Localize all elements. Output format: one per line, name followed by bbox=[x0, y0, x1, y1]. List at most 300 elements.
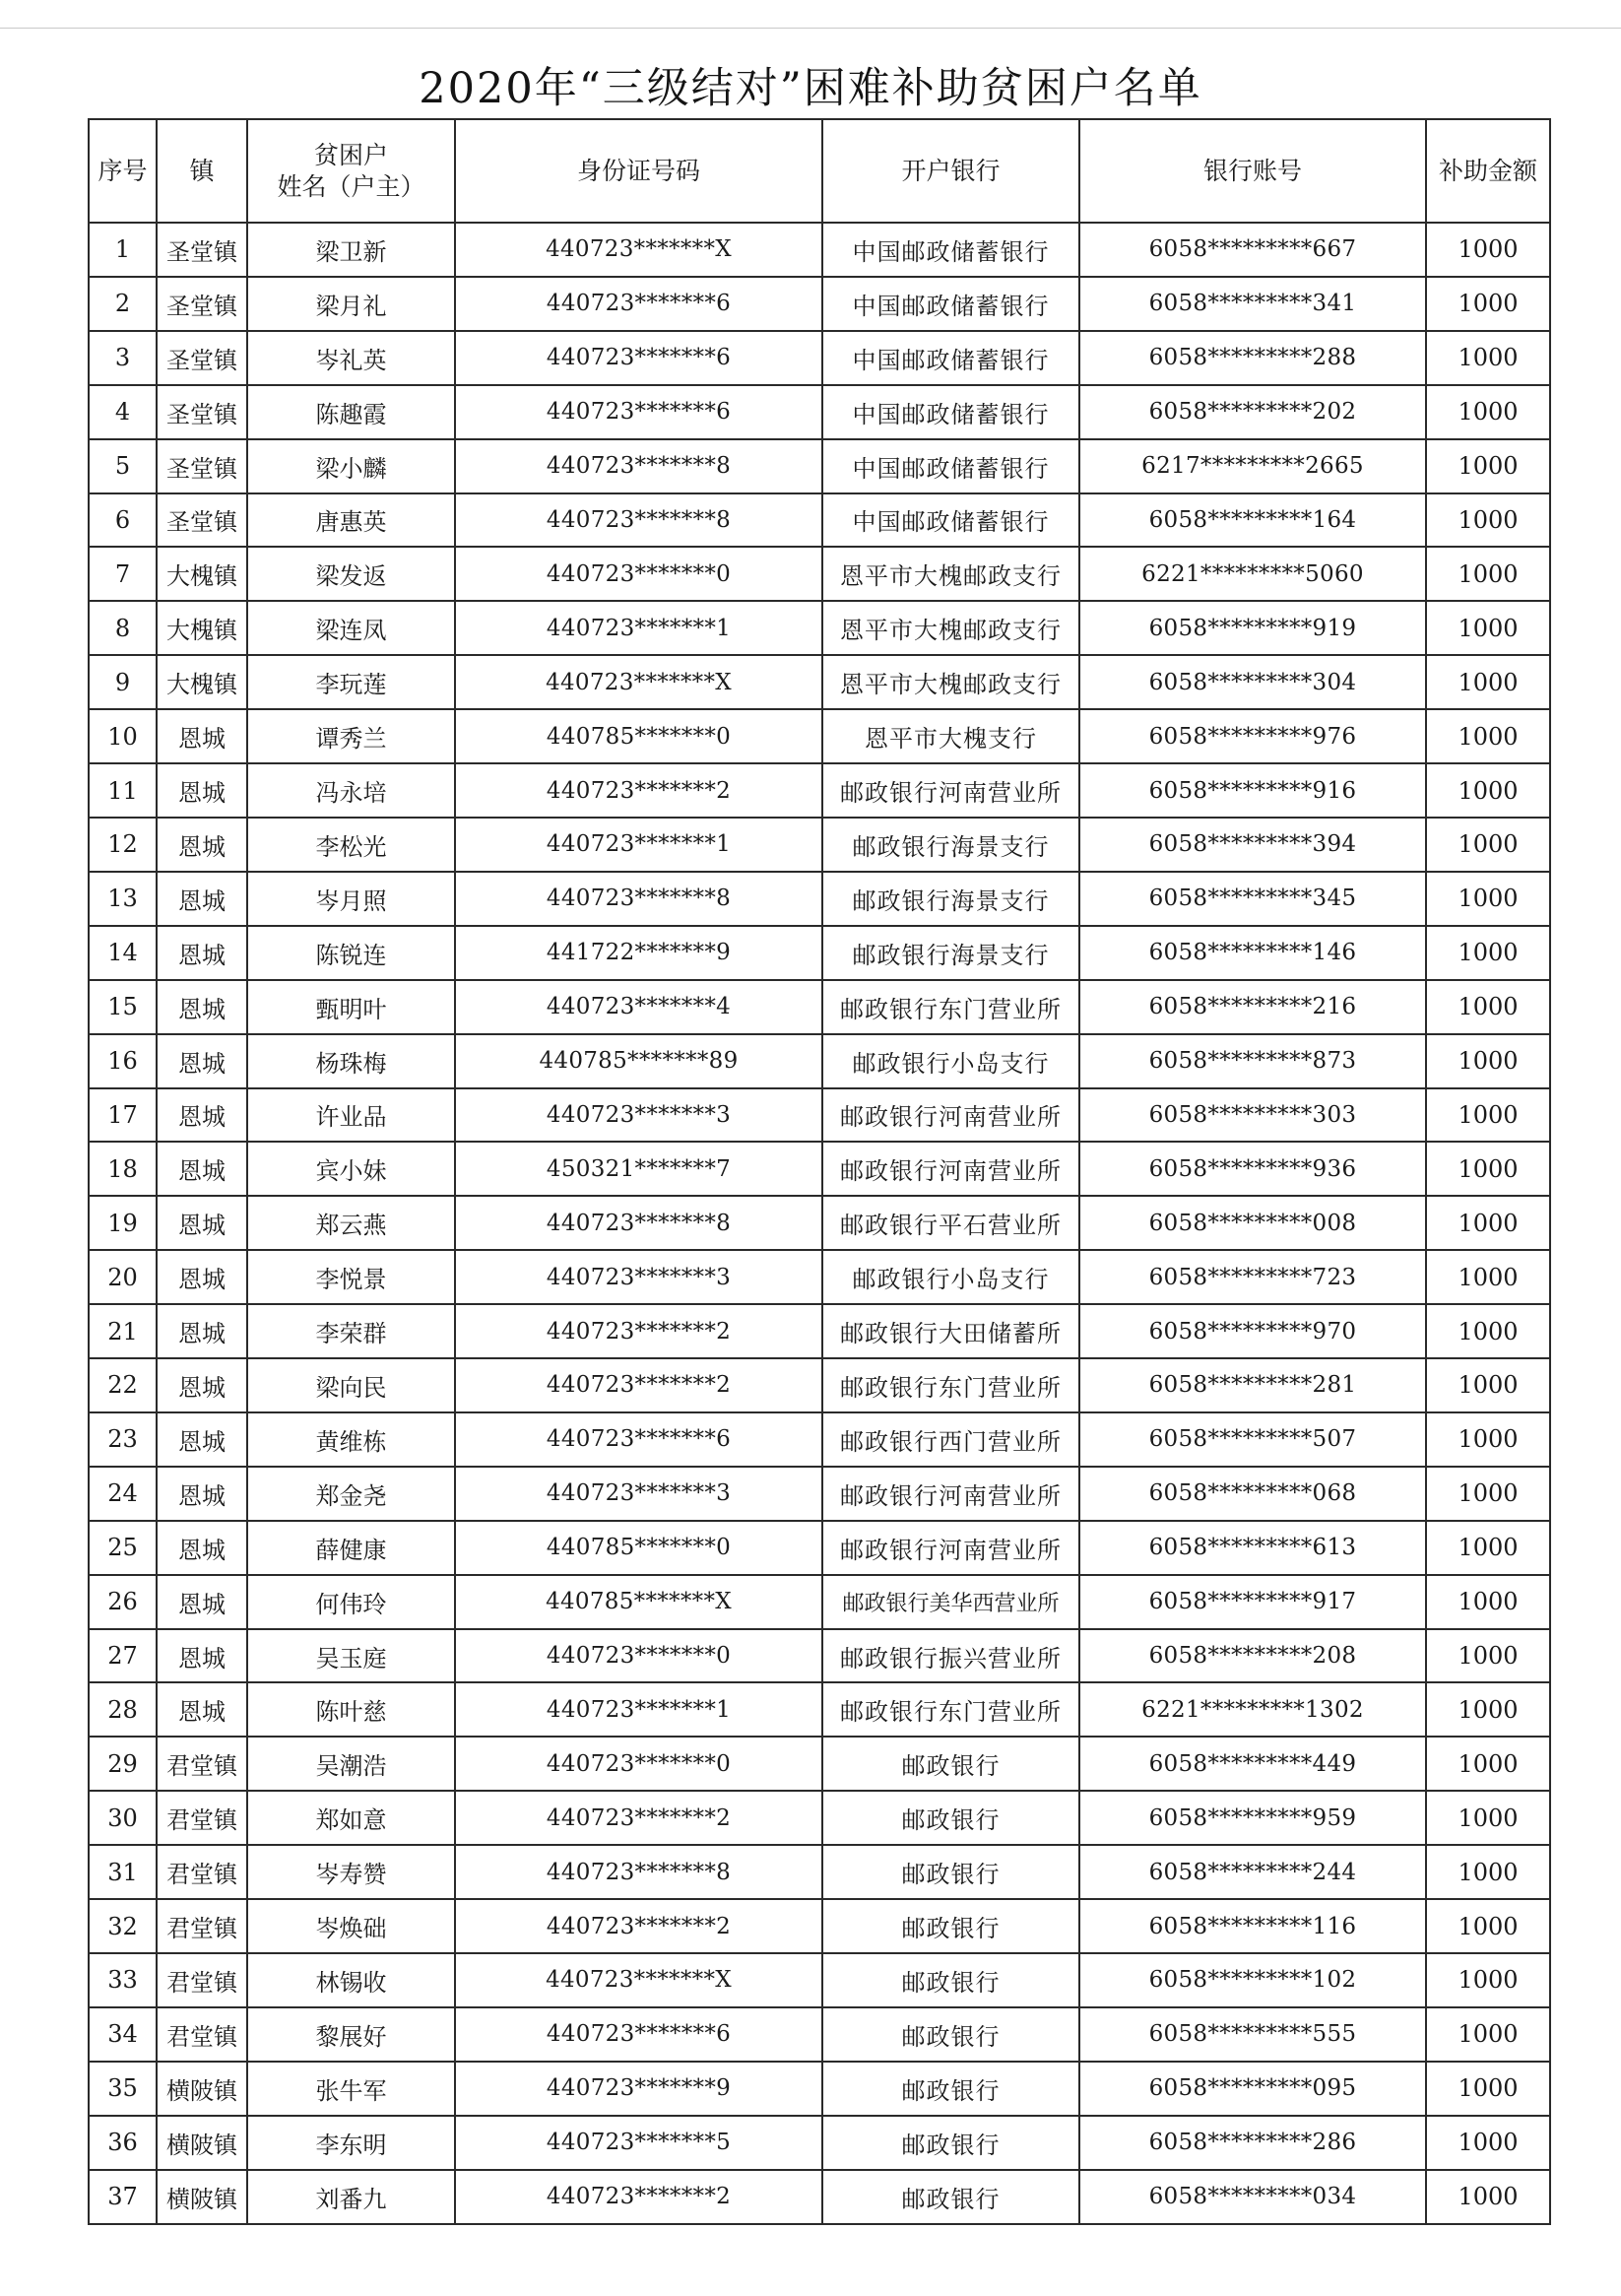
cell-name: 郑云燕 bbox=[247, 1196, 455, 1250]
cell-id-number: 440785*******0 bbox=[455, 709, 822, 763]
cell-bank: 邮政银行东门营业所 bbox=[822, 1358, 1079, 1412]
cell-bank: 邮政银行西门营业所 bbox=[822, 1412, 1079, 1467]
cell-name: 陈锐连 bbox=[247, 926, 455, 980]
cell-amount: 1000 bbox=[1426, 872, 1550, 926]
cell-town: 横陂镇 bbox=[157, 2116, 247, 2170]
cell-bank: 恩平市大槐支行 bbox=[822, 709, 1079, 763]
cell-account: 6058*********667 bbox=[1079, 223, 1426, 277]
cell-bank: 中国邮政储蓄银行 bbox=[822, 223, 1079, 277]
cell-account: 6058*********970 bbox=[1079, 1304, 1426, 1358]
cell-bank: 邮政银行河南营业所 bbox=[822, 1467, 1079, 1521]
table-row bbox=[89, 1358, 1550, 1412]
cell-town: 恩城 bbox=[157, 872, 247, 926]
cell-id-number: 440785*******89 bbox=[455, 1034, 822, 1088]
cell-id-number: 440785*******0 bbox=[455, 1521, 822, 1575]
cell-account: 6058*********936 bbox=[1079, 1142, 1426, 1196]
cell-amount: 1000 bbox=[1426, 1629, 1550, 1683]
header-town: 镇 bbox=[157, 119, 247, 223]
cell-name: 郑金尧 bbox=[247, 1467, 455, 1521]
cell-seq: 2 bbox=[89, 277, 157, 331]
cell-seq: 20 bbox=[89, 1250, 157, 1304]
cell-id-number: 440723*******8 bbox=[455, 493, 822, 548]
cell-bank: 邮政银行河南营业所 bbox=[822, 1088, 1079, 1143]
cell-amount: 1000 bbox=[1426, 1088, 1550, 1143]
cell-seq: 4 bbox=[89, 385, 157, 439]
cell-id-number: 440723*******3 bbox=[455, 1088, 822, 1143]
table-row bbox=[89, 547, 1550, 601]
cell-account: 6058*********202 bbox=[1079, 385, 1426, 439]
cell-town: 恩城 bbox=[157, 1250, 247, 1304]
cell-id-number: 440723*******2 bbox=[455, 1791, 822, 1845]
cell-bank: 邮政银行东门营业所 bbox=[822, 980, 1079, 1034]
cell-amount: 1000 bbox=[1426, 980, 1550, 1034]
cell-name: 冯永培 bbox=[247, 763, 455, 818]
cell-bank: 邮政银行河南营业所 bbox=[822, 1142, 1079, 1196]
cell-account: 6058*********507 bbox=[1079, 1412, 1426, 1467]
cell-account: 6217*********2665 bbox=[1079, 439, 1426, 493]
cell-id-number: 440723*******0 bbox=[455, 547, 822, 601]
cell-name: 唐惠英 bbox=[247, 493, 455, 548]
cell-name: 李荣群 bbox=[247, 1304, 455, 1358]
cell-bank: 中国邮政储蓄银行 bbox=[822, 331, 1079, 385]
cell-name: 梁小麟 bbox=[247, 439, 455, 493]
cell-id-number: 440723*******1 bbox=[455, 1682, 822, 1737]
table-row bbox=[89, 1467, 1550, 1521]
cell-account: 6058*********281 bbox=[1079, 1358, 1426, 1412]
table-row bbox=[89, 1682, 1550, 1737]
cell-town: 大槐镇 bbox=[157, 655, 247, 709]
cell-bank: 中国邮政储蓄银行 bbox=[822, 385, 1079, 439]
cell-name: 甄明叶 bbox=[247, 980, 455, 1034]
cell-bank: 邮政银行振兴营业所 bbox=[822, 1629, 1079, 1683]
cell-amount: 1000 bbox=[1426, 439, 1550, 493]
cell-account: 6058*********008 bbox=[1079, 1196, 1426, 1250]
cell-amount: 1000 bbox=[1426, 1304, 1550, 1358]
cell-amount: 1000 bbox=[1426, 385, 1550, 439]
table-row bbox=[89, 980, 1550, 1034]
cell-amount: 1000 bbox=[1426, 2170, 1550, 2224]
cell-name: 李玩莲 bbox=[247, 655, 455, 709]
cell-bank: 邮政银行 bbox=[822, 2062, 1079, 2116]
table-row bbox=[89, 1575, 1550, 1629]
cell-amount: 1000 bbox=[1426, 1521, 1550, 1575]
cell-town: 圣堂镇 bbox=[157, 439, 247, 493]
table-row bbox=[89, 1791, 1550, 1845]
cell-amount: 1000 bbox=[1426, 655, 1550, 709]
cell-account: 6058*********146 bbox=[1079, 926, 1426, 980]
cell-bank: 邮政银行小岛支行 bbox=[822, 1250, 1079, 1304]
cell-name: 郑如意 bbox=[247, 1791, 455, 1845]
cell-bank: 中国邮政储蓄银行 bbox=[822, 277, 1079, 331]
table-row bbox=[89, 1034, 1550, 1088]
cell-account: 6221*********1302 bbox=[1079, 1682, 1426, 1737]
cell-id-number: 440723*******5 bbox=[455, 2116, 822, 2170]
cell-account: 6058*********613 bbox=[1079, 1521, 1426, 1575]
cell-id-number: 440723*******1 bbox=[455, 601, 822, 655]
cell-town: 恩城 bbox=[157, 1521, 247, 1575]
cell-town: 圣堂镇 bbox=[157, 223, 247, 277]
table-row bbox=[89, 1737, 1550, 1791]
cell-account: 6058*********034 bbox=[1079, 2170, 1426, 2224]
cell-amount: 1000 bbox=[1426, 331, 1550, 385]
cell-account: 6058*********288 bbox=[1079, 331, 1426, 385]
cell-town: 君堂镇 bbox=[157, 1791, 247, 1845]
cell-amount: 1000 bbox=[1426, 763, 1550, 818]
table-row bbox=[89, 1629, 1550, 1683]
table-row bbox=[89, 1250, 1550, 1304]
table-row bbox=[89, 1953, 1550, 2007]
cell-seq: 6 bbox=[89, 493, 157, 548]
table-row bbox=[89, 2170, 1550, 2224]
table-row bbox=[89, 763, 1550, 818]
cell-id-number: 440723*******X bbox=[455, 1953, 822, 2007]
cell-amount: 1000 bbox=[1426, 1575, 1550, 1629]
cell-name: 梁向民 bbox=[247, 1358, 455, 1412]
cell-bank: 邮政银行海景支行 bbox=[822, 818, 1079, 872]
cell-bank: 邮政银行 bbox=[822, 2116, 1079, 2170]
cell-name: 谭秀兰 bbox=[247, 709, 455, 763]
cell-name: 何伟玲 bbox=[247, 1575, 455, 1629]
cell-town: 君堂镇 bbox=[157, 1899, 247, 1953]
page-title: 2020年“三级结对”困难补助贫困户名单 bbox=[419, 64, 1202, 113]
cell-name: 李东明 bbox=[247, 2116, 455, 2170]
table-row bbox=[89, 223, 1550, 277]
cell-id-number: 440723*******2 bbox=[455, 2170, 822, 2224]
cell-amount: 1000 bbox=[1426, 1682, 1550, 1737]
cell-town: 恩城 bbox=[157, 980, 247, 1034]
cell-amount: 1000 bbox=[1426, 818, 1550, 872]
cell-name: 岑寿赞 bbox=[247, 1845, 455, 1899]
cell-amount: 1000 bbox=[1426, 1358, 1550, 1412]
cell-town: 君堂镇 bbox=[157, 1845, 247, 1899]
table-row bbox=[89, 385, 1550, 439]
table-row bbox=[89, 277, 1550, 331]
cell-name: 岑焕础 bbox=[247, 1899, 455, 1953]
cell-seq: 37 bbox=[89, 2170, 157, 2224]
cell-amount: 1000 bbox=[1426, 1250, 1550, 1304]
cell-town: 恩城 bbox=[157, 818, 247, 872]
table-row bbox=[89, 1142, 1550, 1196]
cell-town: 恩城 bbox=[157, 1358, 247, 1412]
cell-account: 6058*********394 bbox=[1079, 818, 1426, 872]
header-account: 银行账号 bbox=[1079, 119, 1426, 223]
cell-id-number: 440723*******X bbox=[455, 223, 822, 277]
cell-seq: 34 bbox=[89, 2007, 157, 2062]
cell-id-number: 440723*******2 bbox=[455, 1899, 822, 1953]
cell-seq: 11 bbox=[89, 763, 157, 818]
cell-bank: 恩平市大槐邮政支行 bbox=[822, 655, 1079, 709]
cell-seq: 5 bbox=[89, 439, 157, 493]
cell-account: 6058*********304 bbox=[1079, 655, 1426, 709]
cell-name: 岑礼英 bbox=[247, 331, 455, 385]
cell-account: 6058*********216 bbox=[1079, 980, 1426, 1034]
header-bank: 开户银行 bbox=[822, 119, 1079, 223]
cell-seq: 1 bbox=[89, 223, 157, 277]
cell-account: 6058*********286 bbox=[1079, 2116, 1426, 2170]
cell-account: 6058*********917 bbox=[1079, 1575, 1426, 1629]
cell-account: 6058*********244 bbox=[1079, 1845, 1426, 1899]
cell-town: 恩城 bbox=[157, 1196, 247, 1250]
cell-name: 梁月礼 bbox=[247, 277, 455, 331]
cell-seq: 24 bbox=[89, 1467, 157, 1521]
cell-town: 恩城 bbox=[157, 1034, 247, 1088]
cell-amount: 1000 bbox=[1426, 493, 1550, 548]
cell-bank: 邮政银行东门营业所 bbox=[822, 1682, 1079, 1737]
cell-id-number: 440723*******9 bbox=[455, 2062, 822, 2116]
cell-bank: 恩平市大槐邮政支行 bbox=[822, 547, 1079, 601]
cell-bank: 邮政银行 bbox=[822, 1791, 1079, 1845]
cell-bank: 中国邮政储蓄银行 bbox=[822, 493, 1079, 548]
cell-town: 恩城 bbox=[157, 1412, 247, 1467]
header-amount: 补助金额 bbox=[1426, 119, 1550, 223]
cell-town: 圣堂镇 bbox=[157, 493, 247, 548]
cell-bank: 邮政银行 bbox=[822, 1953, 1079, 2007]
cell-amount: 1000 bbox=[1426, 1737, 1550, 1791]
cell-amount: 1000 bbox=[1426, 223, 1550, 277]
header-id-number: 身份证号码 bbox=[455, 119, 822, 223]
cell-bank: 中国邮政储蓄银行 bbox=[822, 439, 1079, 493]
cell-id-number: 440723*******2 bbox=[455, 1358, 822, 1412]
cell-id-number: 440723*******6 bbox=[455, 277, 822, 331]
table-row bbox=[89, 926, 1550, 980]
cell-account: 6058*********208 bbox=[1079, 1629, 1426, 1683]
cell-seq: 27 bbox=[89, 1629, 157, 1683]
cell-seq: 16 bbox=[89, 1034, 157, 1088]
table-row bbox=[89, 493, 1550, 548]
cell-account: 6058*********873 bbox=[1079, 1034, 1426, 1088]
table-row bbox=[89, 439, 1550, 493]
cell-account: 6058*********345 bbox=[1079, 872, 1426, 926]
cell-town: 圣堂镇 bbox=[157, 331, 247, 385]
cell-bank: 邮政银行河南营业所 bbox=[822, 763, 1079, 818]
table-row bbox=[89, 1412, 1550, 1467]
cell-town: 恩城 bbox=[157, 1304, 247, 1358]
cell-seq: 21 bbox=[89, 1304, 157, 1358]
cell-id-number: 440723*******8 bbox=[455, 439, 822, 493]
cell-seq: 22 bbox=[89, 1358, 157, 1412]
cell-amount: 1000 bbox=[1426, 547, 1550, 601]
cell-bank: 邮政银行 bbox=[822, 1899, 1079, 1953]
cell-town: 横陂镇 bbox=[157, 2062, 247, 2116]
cell-amount: 1000 bbox=[1426, 1953, 1550, 2007]
cell-bank: 邮政银行海景支行 bbox=[822, 926, 1079, 980]
cell-name: 梁卫新 bbox=[247, 223, 455, 277]
cell-account: 6058*********116 bbox=[1079, 1899, 1426, 1953]
cell-seq: 31 bbox=[89, 1845, 157, 1899]
cell-id-number: 440723*******X bbox=[455, 655, 822, 709]
cell-id-number: 440723*******6 bbox=[455, 2007, 822, 2062]
cell-seq: 10 bbox=[89, 709, 157, 763]
cell-seq: 33 bbox=[89, 1953, 157, 2007]
header-seq: 序号 bbox=[89, 119, 157, 223]
cell-seq: 29 bbox=[89, 1737, 157, 1791]
cell-amount: 1000 bbox=[1426, 1467, 1550, 1521]
cell-name: 许业品 bbox=[247, 1088, 455, 1143]
cell-town: 恩城 bbox=[157, 763, 247, 818]
cell-town: 恩城 bbox=[157, 1682, 247, 1737]
cell-account: 6058*********449 bbox=[1079, 1737, 1426, 1791]
cell-name: 李悦景 bbox=[247, 1250, 455, 1304]
cell-town: 恩城 bbox=[157, 1088, 247, 1143]
cell-seq: 13 bbox=[89, 872, 157, 926]
cell-name: 刘番九 bbox=[247, 2170, 455, 2224]
table-header-row bbox=[89, 119, 1550, 223]
cell-town: 圣堂镇 bbox=[157, 277, 247, 331]
scan-edge-line bbox=[0, 28, 1621, 29]
table-row bbox=[89, 2062, 1550, 2116]
cell-account: 6058*********102 bbox=[1079, 1953, 1426, 2007]
cell-town: 恩城 bbox=[157, 709, 247, 763]
cell-account: 6058*********095 bbox=[1079, 2062, 1426, 2116]
cell-name: 吴玉庭 bbox=[247, 1629, 455, 1683]
cell-bank: 邮政银行大田储蓄所 bbox=[822, 1304, 1079, 1358]
header-name-line2: 姓名（户主） bbox=[277, 171, 425, 201]
cell-bank: 邮政银行海景支行 bbox=[822, 872, 1079, 926]
table-row bbox=[89, 1845, 1550, 1899]
table-row bbox=[89, 331, 1550, 385]
table-row bbox=[89, 1521, 1550, 1575]
cell-seq: 19 bbox=[89, 1196, 157, 1250]
cell-bank: 邮政银行平石营业所 bbox=[822, 1196, 1079, 1250]
cell-amount: 1000 bbox=[1426, 1791, 1550, 1845]
cell-amount: 1000 bbox=[1426, 1899, 1550, 1953]
cell-name: 梁连凤 bbox=[247, 601, 455, 655]
table-row bbox=[89, 872, 1550, 926]
cell-name: 林锡收 bbox=[247, 1953, 455, 2007]
table-row bbox=[89, 601, 1550, 655]
beneficiary-table bbox=[88, 118, 1551, 2225]
cell-account: 6058*********555 bbox=[1079, 2007, 1426, 2062]
cell-seq: 35 bbox=[89, 2062, 157, 2116]
cell-bank: 邮政银行河南营业所 bbox=[822, 1521, 1079, 1575]
cell-amount: 1000 bbox=[1426, 2007, 1550, 2062]
cell-id-number: 440723*******2 bbox=[455, 763, 822, 818]
cell-town: 大槐镇 bbox=[157, 547, 247, 601]
cell-amount: 1000 bbox=[1426, 2116, 1550, 2170]
cell-amount: 1000 bbox=[1426, 2062, 1550, 2116]
cell-seq: 7 bbox=[89, 547, 157, 601]
cell-seq: 26 bbox=[89, 1575, 157, 1629]
table-row bbox=[89, 1088, 1550, 1143]
header-name bbox=[247, 119, 455, 223]
cell-id-number: 440723*******6 bbox=[455, 331, 822, 385]
cell-id-number: 440723*******8 bbox=[455, 872, 822, 926]
cell-name: 黎展好 bbox=[247, 2007, 455, 2062]
cell-id-number: 440723*******4 bbox=[455, 980, 822, 1034]
cell-amount: 1000 bbox=[1426, 1196, 1550, 1250]
cell-amount: 1000 bbox=[1426, 709, 1550, 763]
table-row bbox=[89, 655, 1550, 709]
cell-account: 6058*********068 bbox=[1079, 1467, 1426, 1521]
cell-id-number: 450321*******7 bbox=[455, 1142, 822, 1196]
cell-seq: 30 bbox=[89, 1791, 157, 1845]
cell-id-number: 440723*******2 bbox=[455, 1304, 822, 1358]
cell-town: 大槐镇 bbox=[157, 601, 247, 655]
cell-amount: 1000 bbox=[1426, 1845, 1550, 1899]
cell-account: 6058*********164 bbox=[1079, 493, 1426, 548]
cell-name: 陈趣霞 bbox=[247, 385, 455, 439]
table-row bbox=[89, 709, 1550, 763]
cell-name: 杨珠梅 bbox=[247, 1034, 455, 1088]
cell-seq: 23 bbox=[89, 1412, 157, 1467]
table-row bbox=[89, 1899, 1550, 1953]
table-body bbox=[89, 223, 1550, 2224]
cell-amount: 1000 bbox=[1426, 601, 1550, 655]
cell-account: 6058*********723 bbox=[1079, 1250, 1426, 1304]
cell-town: 恩城 bbox=[157, 1575, 247, 1629]
cell-id-number: 440723*******0 bbox=[455, 1629, 822, 1683]
cell-seq: 15 bbox=[89, 980, 157, 1034]
cell-seq: 14 bbox=[89, 926, 157, 980]
cell-name: 张牛军 bbox=[247, 2062, 455, 2116]
table-row bbox=[89, 2116, 1550, 2170]
cell-name: 宾小妹 bbox=[247, 1142, 455, 1196]
cell-name: 黄维栋 bbox=[247, 1412, 455, 1467]
cell-seq: 28 bbox=[89, 1682, 157, 1737]
cell-name: 薛健康 bbox=[247, 1521, 455, 1575]
cell-town: 恩城 bbox=[157, 1629, 247, 1683]
cell-name: 陈叶慈 bbox=[247, 1682, 455, 1737]
cell-id-number: 440723*******0 bbox=[455, 1737, 822, 1791]
cell-seq: 32 bbox=[89, 1899, 157, 1953]
cell-name: 梁发返 bbox=[247, 547, 455, 601]
cell-seq: 36 bbox=[89, 2116, 157, 2170]
cell-id-number: 440723*******8 bbox=[455, 1196, 822, 1250]
cell-amount: 1000 bbox=[1426, 926, 1550, 980]
cell-account: 6058*********303 bbox=[1079, 1088, 1426, 1143]
cell-town: 恩城 bbox=[157, 1142, 247, 1196]
cell-amount: 1000 bbox=[1426, 1142, 1550, 1196]
cell-account: 6058*********916 bbox=[1079, 763, 1426, 818]
cell-id-number: 440785*******X bbox=[455, 1575, 822, 1629]
cell-amount: 1000 bbox=[1426, 1034, 1550, 1088]
cell-seq: 8 bbox=[89, 601, 157, 655]
cell-town: 恩城 bbox=[157, 926, 247, 980]
cell-id-number: 440723*******3 bbox=[455, 1250, 822, 1304]
cell-town: 横陂镇 bbox=[157, 2170, 247, 2224]
cell-seq: 17 bbox=[89, 1088, 157, 1143]
cell-account: 6058*********341 bbox=[1079, 277, 1426, 331]
table-row bbox=[89, 2007, 1550, 2062]
cell-name: 岑月照 bbox=[247, 872, 455, 926]
table-row bbox=[89, 818, 1550, 872]
cell-account: 6058*********976 bbox=[1079, 709, 1426, 763]
cell-account: 6058*********959 bbox=[1079, 1791, 1426, 1845]
cell-amount: 1000 bbox=[1426, 1412, 1550, 1467]
cell-town: 君堂镇 bbox=[157, 1737, 247, 1791]
cell-account: 6058*********919 bbox=[1079, 601, 1426, 655]
cell-bank: 邮政银行 bbox=[822, 1737, 1079, 1791]
cell-town: 君堂镇 bbox=[157, 1953, 247, 2007]
cell-town: 圣堂镇 bbox=[157, 385, 247, 439]
cell-id-number: 440723*******1 bbox=[455, 818, 822, 872]
cell-id-number: 440723*******6 bbox=[455, 1412, 822, 1467]
cell-seq: 18 bbox=[89, 1142, 157, 1196]
cell-name: 李松光 bbox=[247, 818, 455, 872]
cell-amount: 1000 bbox=[1426, 277, 1550, 331]
cell-bank: 邮政银行小岛支行 bbox=[822, 1034, 1079, 1088]
cell-bank: 邮政银行 bbox=[822, 2170, 1079, 2224]
cell-name: 吴潮浩 bbox=[247, 1737, 455, 1791]
cell-seq: 12 bbox=[89, 818, 157, 872]
cell-seq: 9 bbox=[89, 655, 157, 709]
cell-id-number: 440723*******8 bbox=[455, 1845, 822, 1899]
table-row bbox=[89, 1196, 1550, 1250]
cell-seq: 25 bbox=[89, 1521, 157, 1575]
cell-id-number: 440723*******6 bbox=[455, 385, 822, 439]
cell-bank: 邮政银行 bbox=[822, 1845, 1079, 1899]
header-name-line1: 贫困户 bbox=[313, 141, 388, 170]
